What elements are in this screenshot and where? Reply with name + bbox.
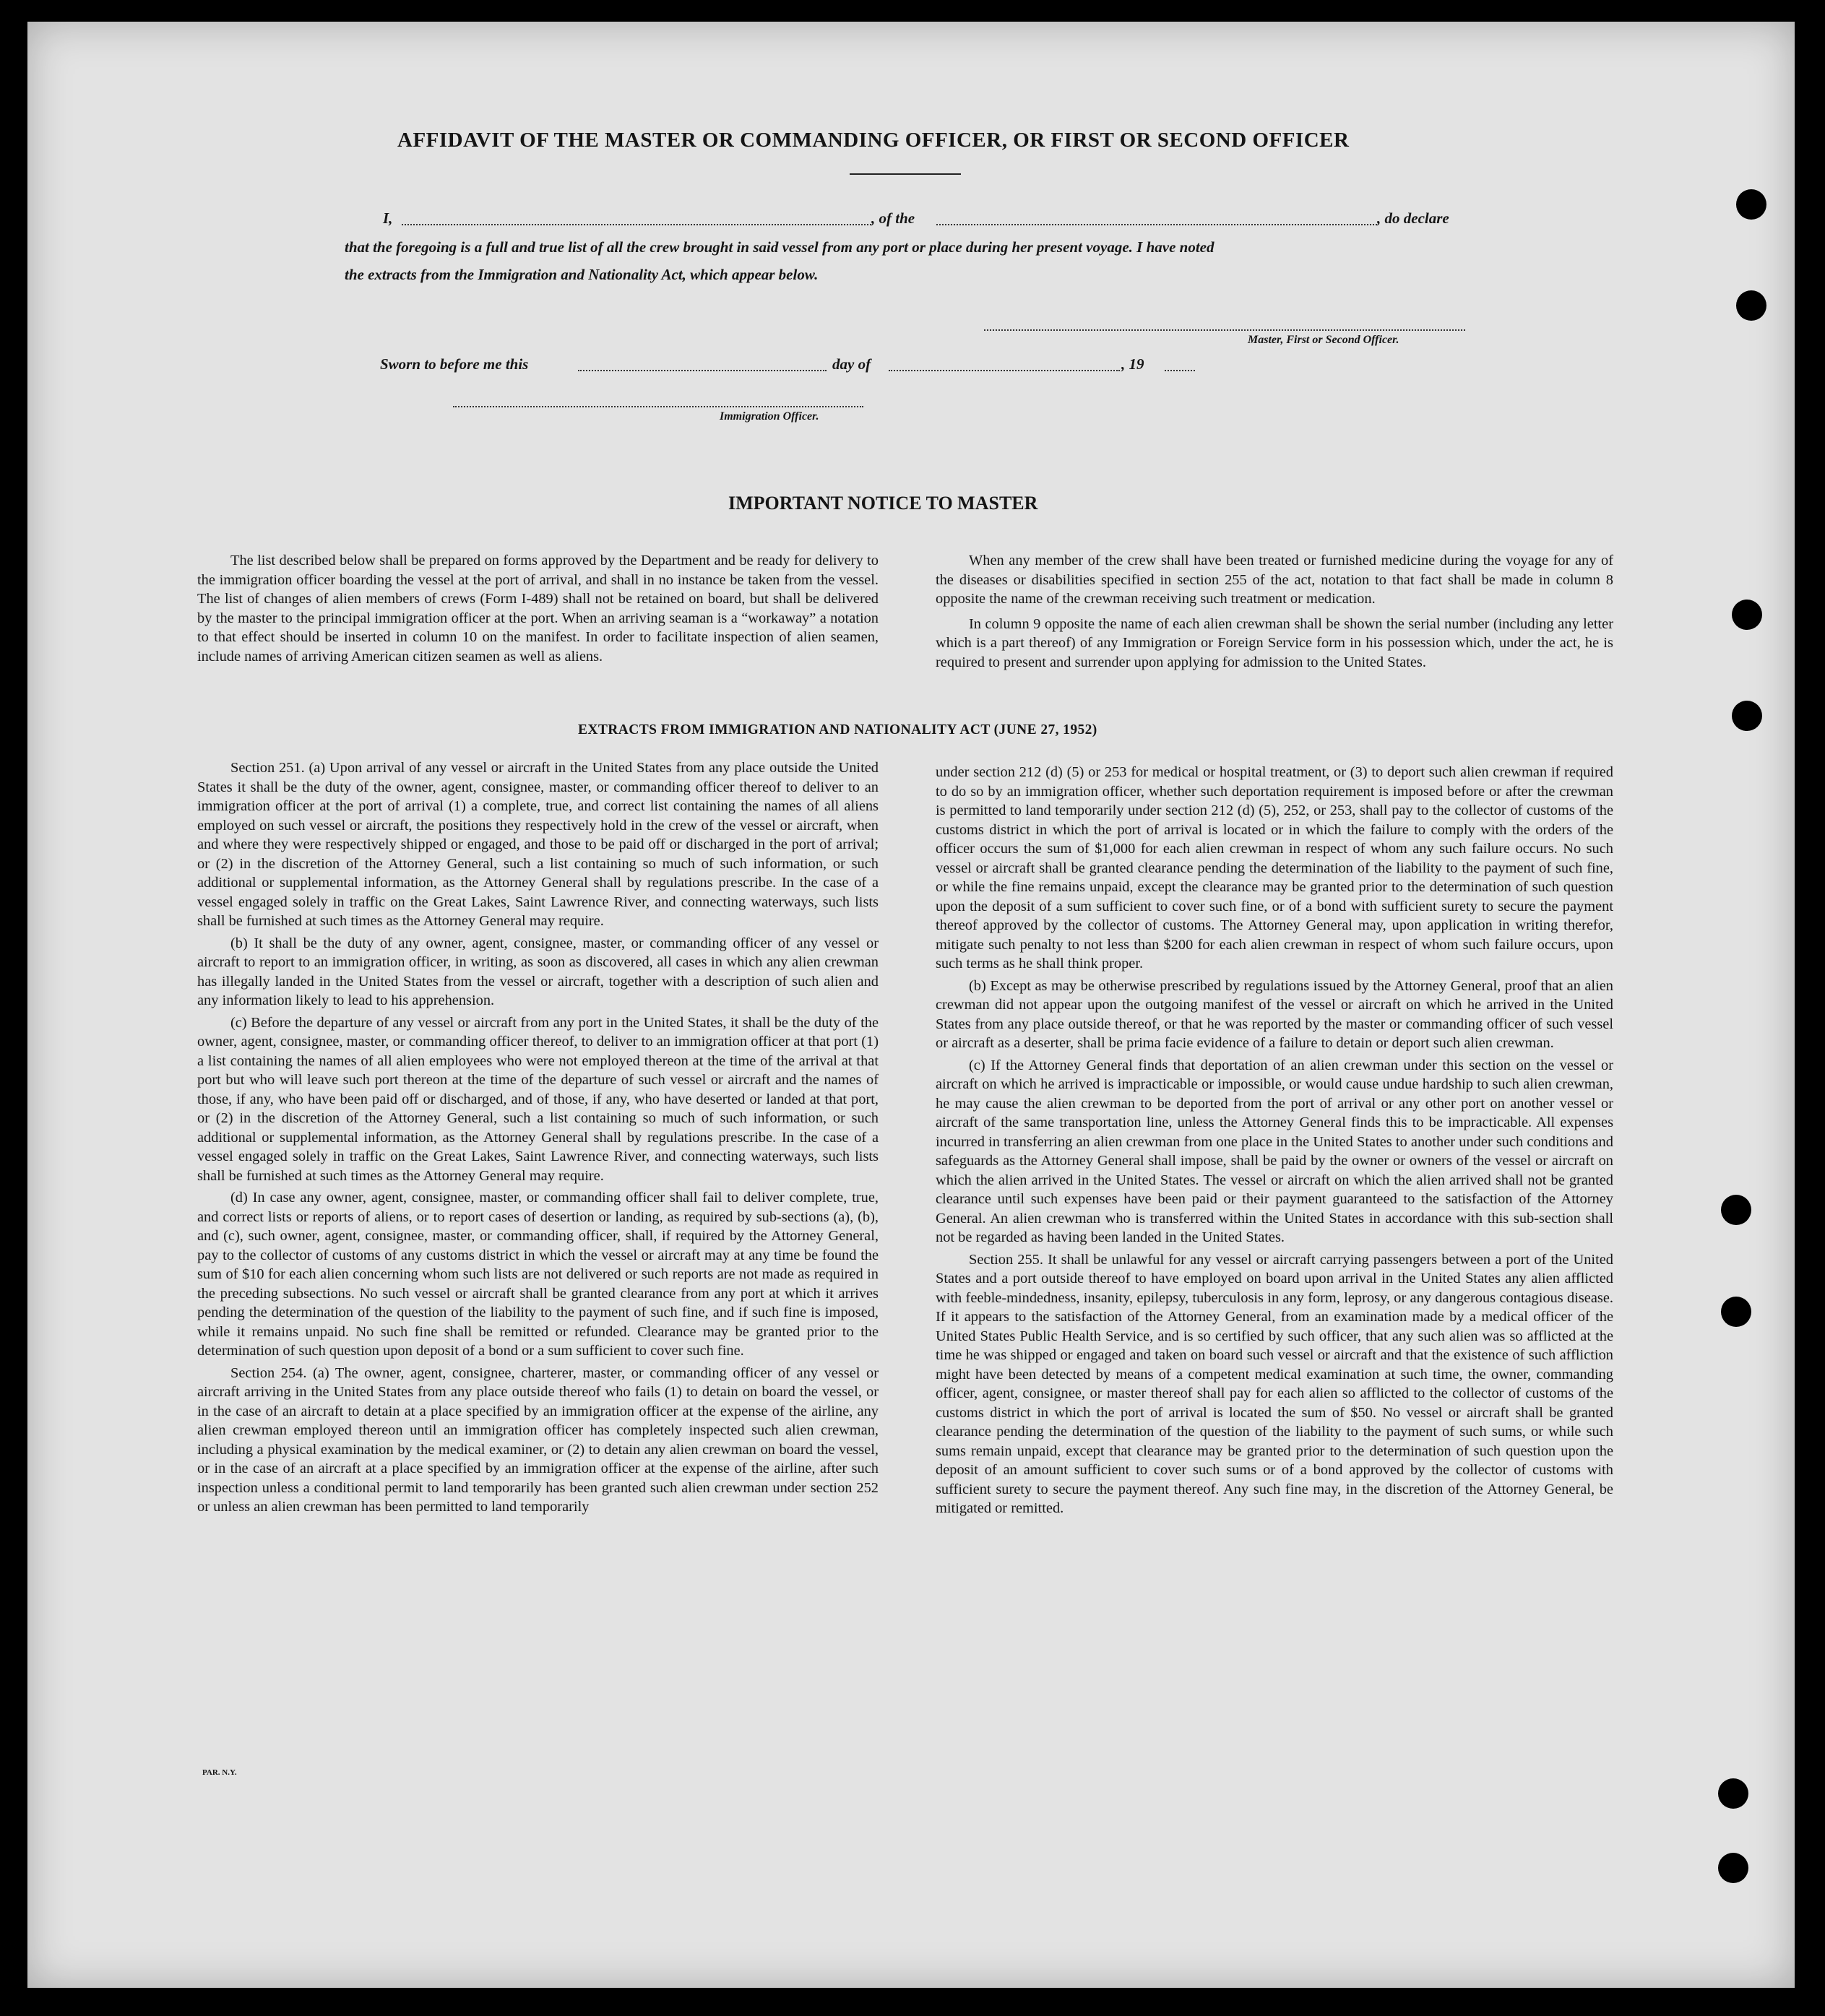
sworn-year-blank[interactable] <box>1165 370 1195 371</box>
section-254-b: (b) Except as may be otherwise prescribed by regulations issued by the Attorney General, proof that an alien crewman did not appear upon the outgoing manifest of the vessel or aircraft on which he arrived in the United States from any place outside thereof, or that he was reported by the master or commanding officer of such vessel or aircraft as a deserter, shall be prima facie evidence of a failure to detain or deport such alien crewman. <box>936 977 1613 1051</box>
binder-hole <box>1736 189 1766 220</box>
notice-left-column <box>197 551 879 666</box>
immigration-officer-caption: Immigration Officer. <box>720 410 819 423</box>
do-declare-label: , do declare <box>1377 209 1449 227</box>
section-254-a: Section 254. (a) The owner, agent, consignee, charterer, master, or commanding officer of any vessel or aircraft arriving in the United States from any place outside thereof who fails (1) to detain on board the vessel, or in the case of an aircraft to detain at a place specified by an immigration officer at the expense of the airline, any alien crewman employed thereon until an immigration officer has completely inspected such alien crewman, including a physical examination by the medical examiner, or (2) to detain any alien crewman on board the vessel, or in the case of an aircraft at a place specified by an immigration officer at the expense of the airline, after such inspection unless a conditional permit to land temporarily has been granted such alien crewman under section 252 or unless an alien crewman has been permitted to land temporarily <box>197 1364 879 1515</box>
binder-hole <box>1718 1778 1748 1809</box>
section-251-c: (c) Before the departure of any vessel or aircraft from any port in the United States, it shall be the duty of the owner, agent, consignee, master, or commanding officer thereof, to deliver to an immigration officer at that port (1) a list containing the names of all alien employees who were not employed thereon at the time of the arrival at that port but who will leave such port thereon at the time of the departure of such vessel or aircraft and the names of those, if any, who have been paid off or discharged, and of those, if any, who have deserted or landed at that port, or (2) in the discretion of the Attorney General, such a list containing so much of such information, or such additional or supplemental information, as the Attorney General shall by regulations prescribe. In the case of a vessel engaged solely in traffic on the Great Lakes, Saint Lawrence River, and connecting waterways, such lists shall be furnished at such times as the Attorney General may require. <box>197 1014 879 1184</box>
extracts-left-column <box>197 758 879 1517</box>
year-label: , 19 <box>1121 355 1144 373</box>
notice-right-column <box>936 551 1613 672</box>
affidavit-title: AFFIDAVIT OF THE MASTER OR COMMANDING OFFICER, OR FIRST OR SECOND OFFICER <box>397 129 1350 152</box>
section-251-a: Section 251. (a) Upon arrival of any vessel or aircraft in the United States from any place outside the United States it shall be the duty of the owner, agent, consignee, master, or commanding officer thereof to deliver to an immigration officer at the port of arrival (1) a complete, true, and correct list containing the names of all aliens employed on such vessel or aircraft, the positions they respectively hold in the crew of the vessel or aircraft, when and where they were respectively shipped or engaged, and those to be paid off or discharged in the port of arrival; or (2) in the discretion of the Attorney General, such a list containing so much of such information, or such additional or supplemental information, as the Attorney General shall by regulations prescribe. In the case of a vessel engaged solely in traffic on the Great Lakes, Saint Lawrence River, and connecting waterways, such lists shall be furnished at such times as the Attorney General may require. <box>197 760 879 929</box>
i-label: I, <box>383 209 393 227</box>
day-of-label: day of <box>832 355 871 373</box>
extracts-title: EXTRACTS FROM IMMIGRATION AND NATIONALITY ACT (JUNE 27, 1952) <box>578 722 1097 737</box>
of-the-label: , of the <box>871 209 915 227</box>
immigration-officer-signature-line[interactable] <box>453 406 863 407</box>
section-251-d: (d) In case any owner, agent, consignee, master, or commanding officer shall fail to deliver complete, true, and correct lists or reports of aliens, or to report cases of desertion or landing, as required by sub-sections (a), (b), and (c), such owner, agent, consignee, master, or commanding officer, shall, if required by the Attorney General, pay to the collector of customs of any customs district in which the vessel or aircraft may at any time be found the sum of $10 for each alien concerning whom such lists are not delivered or such reports are not made as required in the preceding subsections. No such vessel or aircraft shall be granted clearance from any port at which it arrives pending the determination of the question of the liability to the payment of such fine, and if such fine is imposed, while it remains unpaid. No such fine shall be remitted or refunded. Clearance may be granted prior to the determination of such question upon deposit of a bond or a sum sufficient to cover such fine. <box>197 1190 879 1359</box>
section-254-c: (c) If the Attorney General finds that deportation of an alien crewman under this section on the vessel or aircraft on which he arrived is impracticable or impossible, or would cause undue hardship to such alien crewman, he may cause the alien crewman to be deported from the port of arrival or any other port on another vessel or aircraft of the same transportation line, unless the Attorney General finds this to be impracticable. All expenses incurred in transferring an alien crewman from one place in the United States to another under such conditions and safeguards as the Attorney General shall impose, shall be paid by the owner or owners of the vessel or aircraft on which the alien arrived in the United States. The vessel or aircraft on which the alien arrived shall not be granted clearance until such expenses have been paid or their payment guaranteed to the satisfaction of the Attorney General. An alien crewman who is transferred within the United States in accordance with this sub-section shall not be regarded as having been landed in the United States. <box>936 1057 1613 1245</box>
binder-hole <box>1721 1195 1751 1225</box>
printer-mark: PAR. N.Y. <box>202 1768 237 1777</box>
extracts-right-column <box>936 763 1613 1518</box>
binder-hole <box>1732 701 1762 731</box>
notice-title: IMPORTANT NOTICE TO MASTER <box>728 493 1038 514</box>
sworn-day-blank[interactable] <box>578 370 827 371</box>
notice-left-paragraph: The list described below shall be prepared on forms approved by the Department and be ready for delivery to the immigration officer boarding the vessel at the port of arrival, and shall in no instance be taken from the vessel. The list of changes of alien members of crews (Form I-489) shall not be retained on board, but shall be delivered by the master to the principal immigration officer at the port. When an arriving seaman is a “workaway” a notation to that effect should be inserted in column 10 on the manifest. In order to facilitate inspection of alien seamen, include names of arriving American citizen seamen as well as aliens. <box>197 553 879 665</box>
sworn-label: Sworn to before me this <box>380 355 529 373</box>
binder-hole <box>1732 600 1762 630</box>
master-signature-line[interactable] <box>984 329 1465 331</box>
master-caption: Master, First or Second Officer. <box>1248 334 1399 346</box>
name-blank[interactable] <box>402 224 871 225</box>
declaration-line-2: the extracts from the Immigration and Nationality Act, which appear below. <box>345 266 819 283</box>
declaration-line-1: that the foregoing is a full and true list of all the crew brought in said vessel from any port or place during her present voyage. I have noted <box>345 238 1214 256</box>
title-rule <box>850 173 961 175</box>
notice-right-paragraph-1: When any member of the crew shall have been treated or furnished medicine during the voyage for any of the diseases or disabilities specified in section 255 of the act, notation to that fact shall be made in column 8 opposite the name of the crewman receiving such treatment or medication. <box>936 553 1613 607</box>
section-254-a-continued: under section 212 (d) (5) or 253 for medical or hospital treatment, or (3) to deport such alien crewman if required to do so by an immigration officer, whether such deportation requirement is imposed before or after the crewman is permitted to land temporarily under section 212 (d) (5), 252, or 253, shall pay to the collector of customs of the customs district in which the port of arrival is located or in which the failure to comply with the orders of the officer occurs the sum of $1,000 for each alien crewman in respect of whom any such failure occurs. No such vessel or aircraft shall be granted clearance pending the determination of the liability to the payment of such fine, or while the fine remains unpaid, except the clearance may be granted prior to the determination of such question upon the deposit of a sum sufficient to cover such fine, or of a bond with sufficient surety to secure the payment thereof approved by the collector of customs. The Attorney General may, upon application in writing therefor, mitigate such penalty to not less than $200 for each alien crewman in respect of whom such failure occurs, upon such terms as he shall think proper. <box>936 764 1613 972</box>
binder-hole <box>1718 1853 1748 1883</box>
notice-right-paragraph-2: In column 9 opposite the name of each alien crewman shall be shown the serial number (including any letter which is a part thereof) of any Immigration or Foreign Service form in his possession which, under the act, he is required to present and surrender upon applying for admission to the United States. <box>936 615 1613 670</box>
section-255: Section 255. It shall be unlawful for any vessel or aircraft carrying passengers between a port of the United States and a port outside thereof to have employed on board upon arrival in the United States any alien afflicted with feeble-mindedness, insanity, epilepsy, tuberculosis in any form, leprosy, or any dangerous contagious disease. If it appears to the satisfaction of the Attorney General, from an examination made by a medical officer of the United States Public Health Service, and is so certified by such officer, that any such alien was so afflicted at the time he was shipped or engaged and taken on board such vessel or aircraft and that the existence of such affliction might have been detected by means of a competent medical examination at such time, the owner, commanding officer, agent, consignee, or master thereof shall pay for each alien so afflicted to the collector of customs of the customs district in which the port of arrival is located the sum of $50. No vessel or aircraft shall be granted clearance pending the determination of the question of the liability to the payment of such sums, or while such sums remain unpaid, except that clearance may be granted prior to the determination of such question upon the deposit of an amount sufficient to cover such sums or of a bond approved by the collector of customs with sufficient surety to secure the payment thereof. Any such fine may, in the discretion of the Attorney General, be mitigated or remitted. <box>936 1251 1613 1516</box>
binder-hole <box>1736 290 1766 321</box>
sworn-month-blank[interactable] <box>889 370 1120 371</box>
binder-hole <box>1721 1297 1751 1327</box>
section-251-b: (b) It shall be the duty of any owner, agent, consignee, master, or commanding officer of any vessel or aircraft to report to an immigration officer, in writing, as soon as discovered, all cases in which any alien crewman has illegally landed in the United States from the vessel or aircraft, together with a description of such alien and any information likely to lead to his apprehension. <box>197 935 879 1008</box>
vessel-blank[interactable] <box>936 224 1377 225</box>
